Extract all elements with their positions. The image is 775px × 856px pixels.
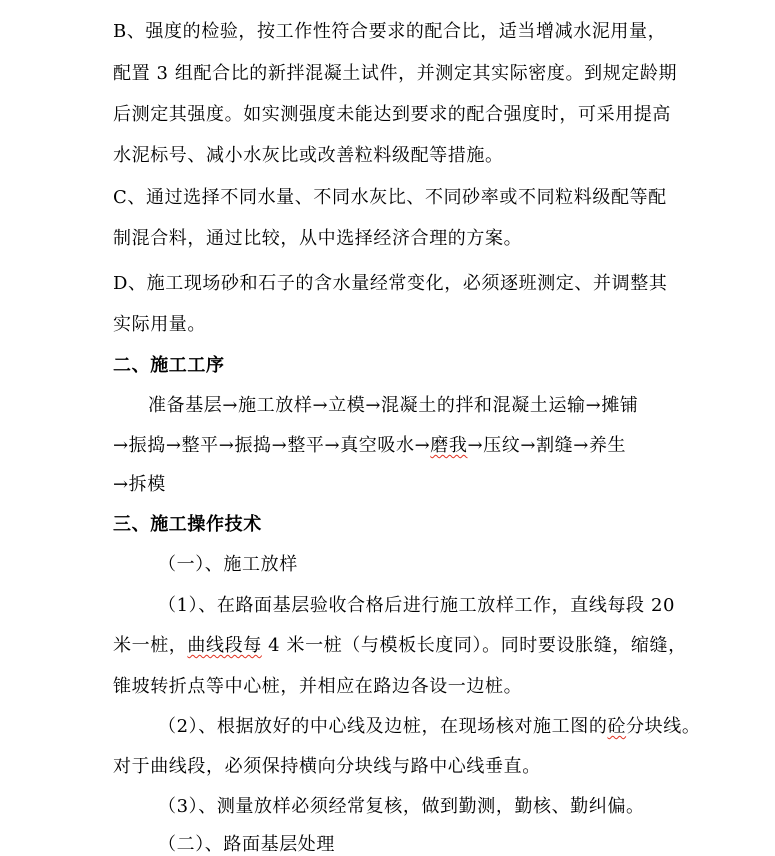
section-heading-procedure: 二、施工工序 [113, 355, 225, 376]
procedure-line-2-start: →振捣→整平→振捣→整平→真空吸水→ [113, 435, 431, 456]
item-2-line-1-start: （2）、根据放好的中心线及边桩，在现场核对施工图的 [158, 716, 608, 737]
paragraph-c-line-1: C、通过选择不同水量、不同水灰比、不同砂率或不同粒料级配等配 [113, 187, 667, 208]
item-3-line-1: （3）、测量放样必须经常复核，做到勤测，勤核、勤纠偏。 [158, 796, 645, 817]
procedure-line-1: 准备基层→施工放样→立模→混凝土的拌和混凝土运输→摊铺 [148, 395, 639, 416]
subsection-heading-base-treatment: （二）、路面基层处理 [158, 834, 335, 855]
spellcheck-word: 磨我 [430, 435, 468, 456]
spellcheck-character: 砼 [607, 716, 627, 737]
item-1-line-3: 锥坡转折点等中心桩，并相应在路边各设一边桩。 [113, 676, 523, 697]
spellcheck-phrase: 曲线段每 [187, 635, 262, 656]
item-2-line-1-end: 分块线。 [626, 716, 701, 737]
item-1-line-2-start: 米一桩， [113, 635, 188, 656]
paragraph-b-line-3: 后测定其强度。如实测强度未能达到要求的配合强度时，可采用提高 [113, 104, 671, 125]
procedure-line-2 [113, 435, 626, 457]
subsection-heading-layout: （一）、施工放样 [158, 554, 298, 575]
paragraph-b-line-4: 水泥标号、减小水灰比或改善粒料级配等措施。 [113, 145, 504, 166]
procedure-line-2-end: →压纹→割缝→养生 [467, 435, 627, 456]
paragraph-d-line-2: 实际用量。 [113, 314, 206, 335]
item-2-line-2: 对于曲线段，必须保持横向分块线与路中心线垂直。 [113, 756, 541, 777]
item-2-line-1 [158, 716, 700, 738]
paragraph-c-line-2: 制混合料，通过比较，从中选择经济合理的方案。 [113, 228, 523, 249]
section-heading-techniques: 三、施工操作技术 [113, 514, 262, 535]
procedure-line-3: →拆模 [113, 474, 166, 495]
item-1-line-2 [113, 635, 687, 657]
paragraph-b-line-1: B、强度的检验，按工作性符合要求的配合比，适当增减水泥用量， [113, 21, 667, 42]
paragraph-d-line-1: D、施工现场砂和石子的含水量经常变化，必须逐班测定、并调整其 [113, 273, 668, 294]
item-1-line-1: （1）、在路面基层验收合格后进行施工放样工作，直线每段 20 [158, 595, 676, 616]
item-1-line-2-end: 4 米一桩（与模板长度同）。同时要设胀缝，缩缝， [261, 635, 687, 656]
paragraph-b-line-2: 配置 3 组配合比的新拌混凝土试件，并测定其实际密度。到规定龄期 [113, 63, 678, 84]
